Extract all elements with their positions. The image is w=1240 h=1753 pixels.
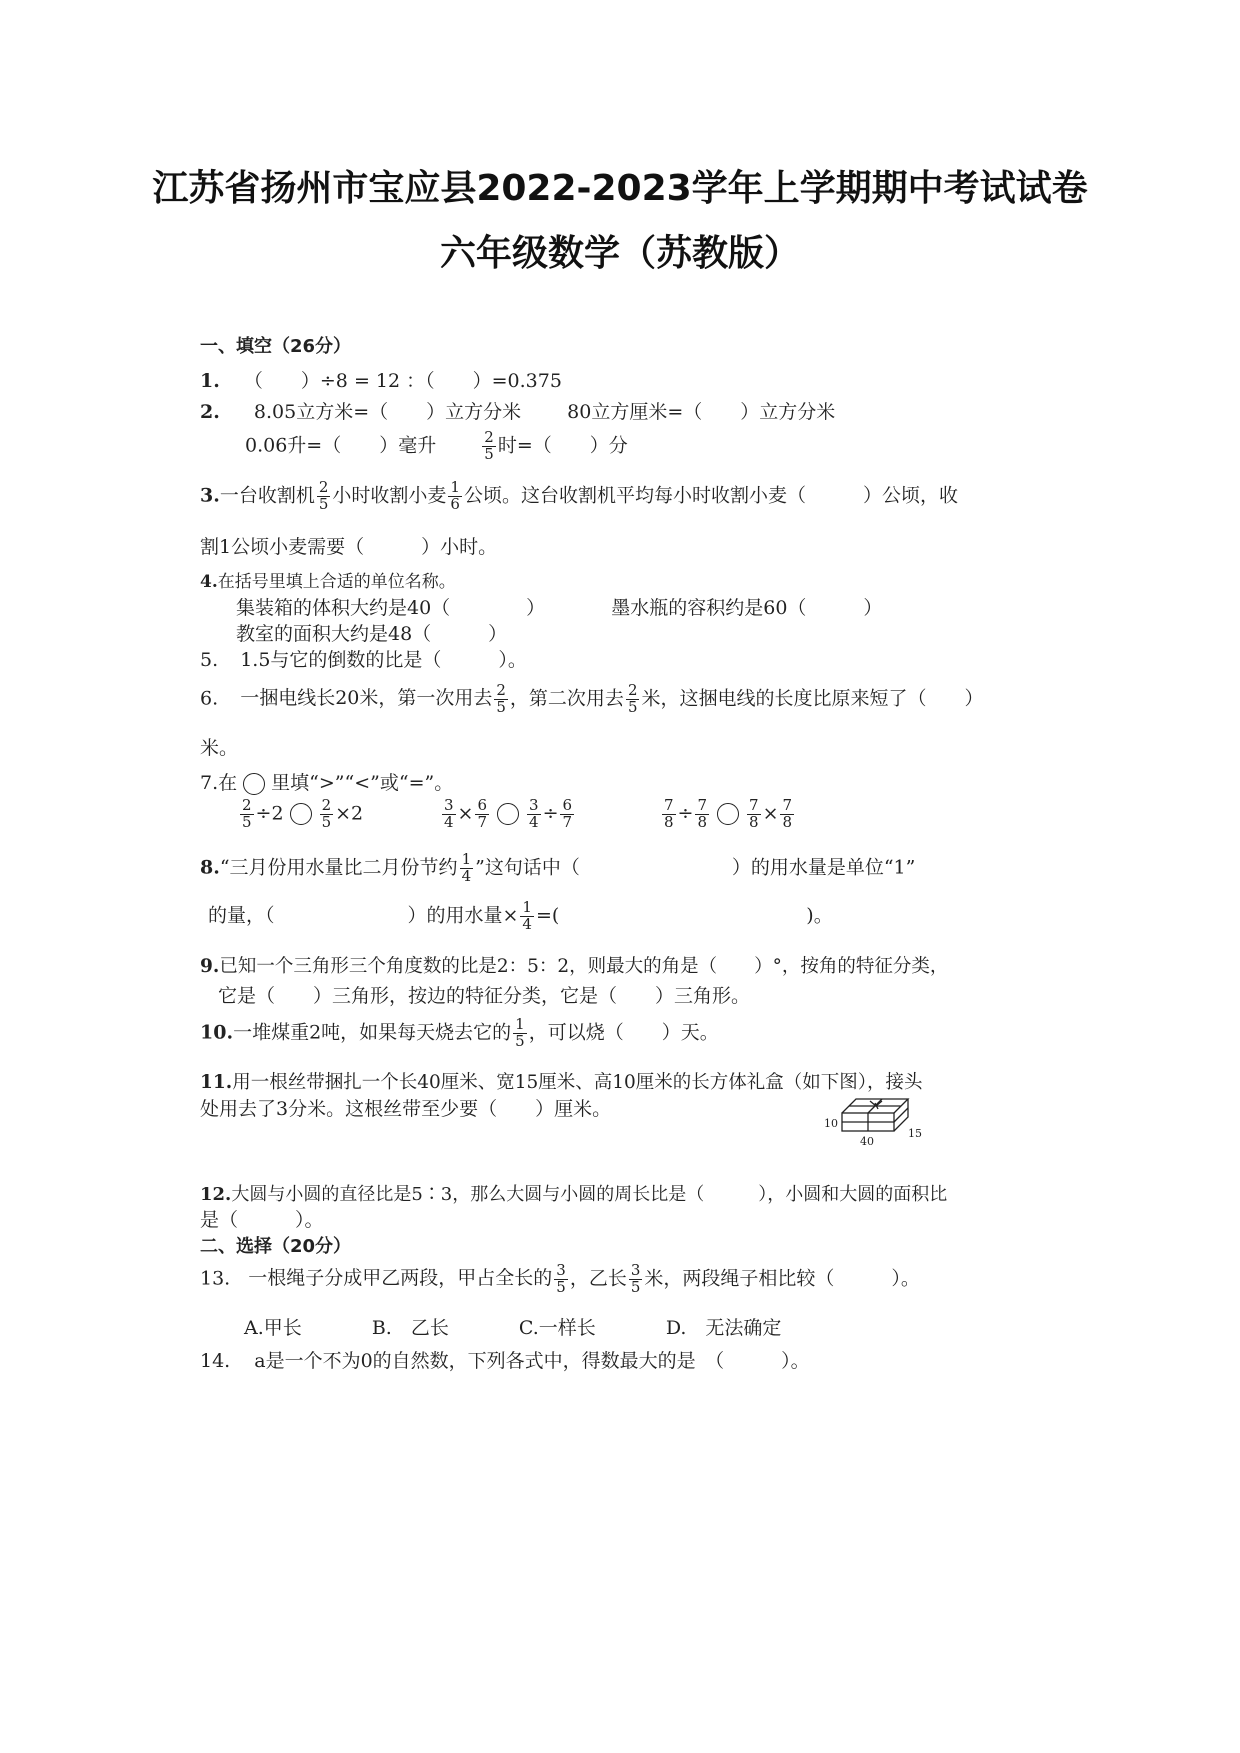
answer-circle[interactable]: [497, 803, 519, 825]
fraction: $\frac{7}{8}$: [749, 796, 759, 831]
question-text: ，可以烧（ ）天。: [528, 1021, 719, 1044]
fraction: $\frac{1}{4}$: [522, 898, 532, 933]
fraction: $\frac{7}{8}$: [782, 796, 793, 831]
question-text: 8.05立方米=（ ）立方分米: [253, 401, 522, 423]
question-6-line-2: 米。: [200, 737, 239, 759]
question-text: 时=（ ）分: [497, 434, 628, 457]
question-text: 集装箱的体积大约是40（ ）: [236, 597, 546, 619]
fraction: $\frac{6}{7}$: [477, 796, 488, 831]
fraction: $\frac{1}{4}$: [461, 850, 472, 885]
box-width-label: 15: [908, 1127, 922, 1140]
question-4-line-2: 教室的面积大约是48（ ）: [236, 623, 508, 645]
question-14: [200, 1346, 810, 1373]
question-text: 已知一个三角形三个角度数的比是2：5：2，则最大的角是（ ）°，按角的特征分类，: [219, 956, 949, 977]
question-number: 5.: [200, 649, 219, 671]
question-3-line-2: 割1公顷小麦需要（ ）小时。: [200, 536, 498, 558]
question-text: 在括号里填上合适的单位名称。: [217, 572, 456, 592]
fraction: $\frac{2}{5}$: [242, 796, 252, 831]
question-text: 一台收割机: [219, 484, 315, 507]
question-text: 米，两段绳子相比较（ ）。: [644, 1267, 920, 1290]
question-2-line-1: [200, 397, 835, 424]
question-11-line-2: 处用去了3分米。这根丝带至少要（ ）厘米。: [200, 1098, 612, 1120]
question-text: ”这句话中（ ）的用水量是单位“1”: [475, 856, 916, 879]
fraction: $\frac{2}{5}$: [321, 796, 332, 831]
question-text: =( )。: [535, 904, 833, 927]
question-text: 用一根丝带捆扎一个长40厘米、宽15厘米、高10厘米的长方体礼盒（如下图），接头: [232, 1072, 923, 1093]
question-text: ，乙长: [569, 1267, 627, 1290]
fraction: $\frac{3}{5}$: [556, 1261, 566, 1296]
question-number: 10.: [200, 1021, 234, 1044]
question-4-line-1: [236, 593, 882, 620]
question-number: 13.: [200, 1267, 231, 1290]
fraction: $\frac{1}{5}$: [515, 1015, 525, 1050]
question-text: 在: [218, 772, 238, 794]
question-text: ，第二次用去: [509, 687, 624, 710]
answer-circle[interactable]: [717, 803, 739, 825]
question-number: 4.: [200, 572, 218, 592]
question-7-expression-1: $\frac{2}{5}$ ÷2 $\frac{2}{5}$ ×2: [242, 796, 364, 831]
question-2-line-2: [245, 430, 628, 463]
fraction: $\frac{6}{7}$: [562, 796, 573, 831]
question-4-intro: [200, 567, 456, 592]
fraction: $\frac{7}{8}$: [697, 796, 708, 831]
question-number: 1.: [200, 370, 220, 392]
question-9-line-1: [200, 952, 948, 978]
question-13: [200, 1263, 920, 1296]
fraction: $\frac{2}{5}$: [496, 681, 506, 716]
question-number: 7.: [200, 772, 219, 794]
fraction: $\frac{7}{8}$: [664, 796, 674, 831]
question-number: 14.: [200, 1350, 231, 1372]
question-7-intro: [200, 768, 453, 795]
question-text: 1.5与它的倒数的比是（ ）。: [240, 649, 527, 671]
question-8-line-1: [200, 852, 915, 885]
question-number: 6.: [200, 687, 219, 710]
exam-subtitle: 六年级数学（苏教版）: [439, 233, 800, 274]
question-text: 0.06升=（ ）毫升: [245, 434, 437, 457]
option-d[interactable]: D. 无法确定: [665, 1317, 782, 1339]
question-text: 米，这捆电线的长度比原来短了（ ）: [641, 687, 984, 710]
question-text: a是一个不为0的自然数，下列各式中，得数最大的是 （ ）。: [254, 1350, 810, 1372]
fraction: $\frac{3}{4}$: [529, 796, 539, 831]
question-text: 里填“>”“<”或“=”。: [271, 772, 454, 794]
question-text: 大圆与小圆的直径比是5∶3，那么大圆与小圆的周长比是（ ），小圆和大圆的面积比: [231, 1184, 948, 1205]
question-11-line-1: [200, 1068, 923, 1094]
question-number: 8.: [200, 856, 220, 879]
question-number: 3.: [200, 484, 220, 507]
question-number: 11.: [200, 1072, 233, 1093]
question-text: 80立方厘米=（ ）立方分米: [567, 401, 836, 423]
question-text: 一根绳子分成甲乙两段，甲占全长的: [248, 1267, 553, 1290]
question-text: 小时收割小麦: [332, 484, 447, 507]
box-length-label: 40: [860, 1135, 874, 1148]
question-1: [200, 366, 562, 393]
question-12-line-2: 是（ ）。: [200, 1209, 324, 1231]
question-7-expression-3: $\frac{7}{8}$ ÷ $\frac{7}{8}$ $\frac{7}{8}$ × $\frac{7}{8}$: [664, 796, 793, 831]
question-8-line-2: [208, 900, 833, 933]
question-10: [200, 1017, 719, 1050]
question-number: 12.: [200, 1184, 232, 1205]
question-3-line-1: [200, 480, 958, 513]
fraction: $\frac{2}{5}$: [627, 681, 638, 716]
question-text: 一捆电线长20米，第一次用去: [240, 687, 493, 710]
fraction: $\frac{3}{5}$: [630, 1261, 641, 1296]
section-heading-fill-in: 一、填空（26分）: [200, 336, 352, 357]
question-6-line-1: [200, 683, 984, 716]
question-7-expression-2: $\frac{3}{4}$ × $\frac{6}{7}$ $\frac{3}{4}$ ÷ $\frac{6}{7}$: [444, 796, 573, 831]
question-text: （ ）÷8 = 12 ：（ ）=0.375: [243, 370, 562, 392]
question-9-line-2: 它是（ ）三角形，按边的特征分类，它是（ ）三角形。: [218, 985, 751, 1007]
exam-title: 江苏省扬州市宝应县2022-2023学年上学期期中考试试卷: [152, 168, 1088, 209]
section-heading-choice: 二、选择（20分）: [200, 1236, 352, 1257]
question-text: 一堆煤重2吨，如果每天烧去它的: [233, 1021, 512, 1044]
fraction: $\frac{2}{5}$: [484, 428, 494, 463]
question-number: 2.: [200, 401, 220, 423]
question-5: [200, 645, 527, 672]
option-b[interactable]: B. 乙长: [371, 1317, 449, 1339]
fraction: $\frac{3}{4}$: [444, 796, 454, 831]
fraction: $\frac{1}{6}$: [450, 478, 460, 513]
question-text: 的量，（ ）的用水量×: [208, 904, 519, 927]
question-13-options: [244, 1313, 781, 1340]
question-12-line-1: [200, 1180, 947, 1206]
answer-circle: [243, 773, 265, 795]
option-c[interactable]: C.一样长: [518, 1317, 596, 1339]
question-number: 9.: [200, 956, 220, 977]
option-a[interactable]: A.甲长: [244, 1317, 302, 1339]
question-text: “三月份用水量比二月份节约: [219, 856, 458, 879]
fraction: $\frac{2}{5}$: [318, 478, 329, 513]
gift-box-figure: [820, 1085, 930, 1155]
question-text: 墨水瓶的容积约是60（ ）: [611, 597, 883, 619]
question-text: 公顷。这台收割机平均每小时收割小麦（ ）公顷，收: [463, 484, 958, 507]
box-height-label: 10: [824, 1117, 838, 1130]
answer-circle[interactable]: [290, 803, 312, 825]
